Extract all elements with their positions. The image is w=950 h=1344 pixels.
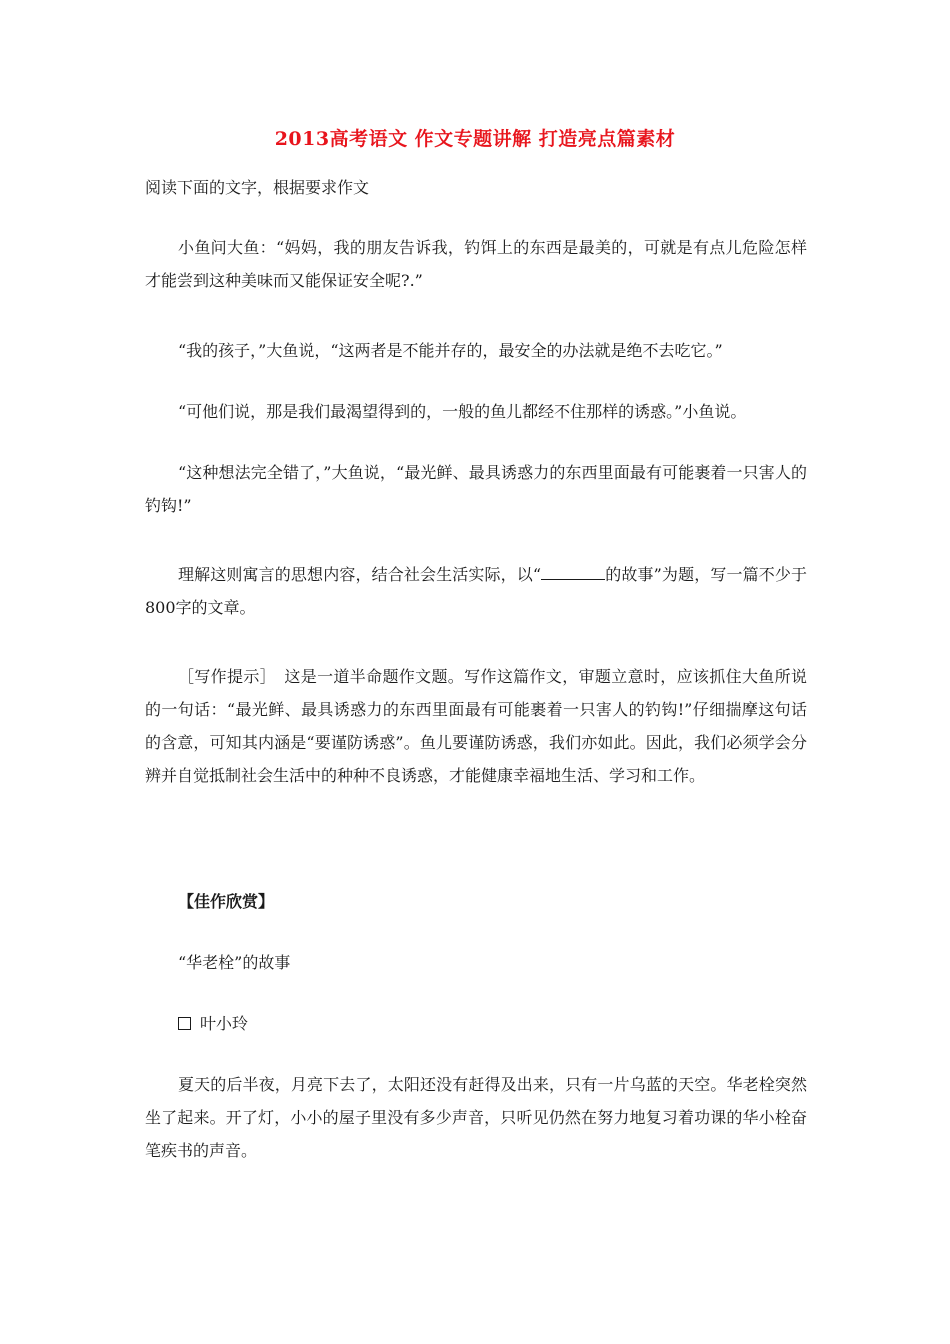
story-paragraph-1: 小鱼问大鱼：“妈妈，我的朋友告诉我，钓饵上的东西是最美的，可就是有点儿危险怎样才能尝到这种美味而又能保证安全呢?.”	[145, 238, 807, 290]
essay-title: “华老栓”的故事	[178, 953, 291, 972]
essay-paragraph-1: 夏天的后半夜，月亮下去了，太阳还没有赶得及出来，只有一片乌蓝的天空。华老栓突然坐了起来。开了灯，小小的屋子里没有多少声音，只听见仍然在努力地复习着功课的华小栓奋笔疾书的声音。	[145, 1075, 807, 1160]
story-paragraph-2: “我的孩子，”大鱼说，“这两者是不能并存的，最安全的办法就是绝不去吃它。”	[178, 341, 723, 360]
writing-task-before: 理解这则寓言的思想内容，结合社会生活实际，以“	[178, 565, 542, 584]
story-paragraph-3: “可他们说，那是我们最渴望得到的，一般的鱼儿都经不住那样的诱惑。”小鱼说。	[178, 402, 747, 421]
checkbox-icon	[178, 1017, 191, 1030]
author-name: 叶小玲	[200, 1014, 249, 1033]
title-blank	[541, 565, 605, 580]
instruction-text: 阅读下面的文字，根据要求作文	[145, 178, 370, 197]
author-line	[145, 1007, 807, 1040]
writing-task	[145, 558, 807, 624]
story-paragraph-4: “这种想法完全错了，”大鱼说，“最光鲜、最具诱惑力的东西里面最有可能裹着一只害人的钓钩!”	[145, 463, 807, 515]
section-heading: 【佳作欣赏】	[178, 892, 275, 911]
writing-hint: ［写作提示］ 这是一道半命题作文题。写作这篇作文，审题立意时，应该抓住大鱼所说的一句话：“最光鲜、最具诱惑力的东西里面最有可能裹着一只害人的钓钩!”仔细揣摩这句话的含意，可知其内涵是“要谨防诱惑”。鱼儿要谨防诱惑，我们亦如此。因此，我们必须学会分辨并自觉抵制社会生活中的种种不良诱惑，才能健康幸福地生活、学习和工作。	[145, 667, 807, 785]
writing-task-after: 的故事”为题，写一篇不少于800字的文章。	[145, 565, 807, 617]
document-title: 2013高考语文 作文专题讲解 打造亮点篇素材	[274, 128, 676, 150]
